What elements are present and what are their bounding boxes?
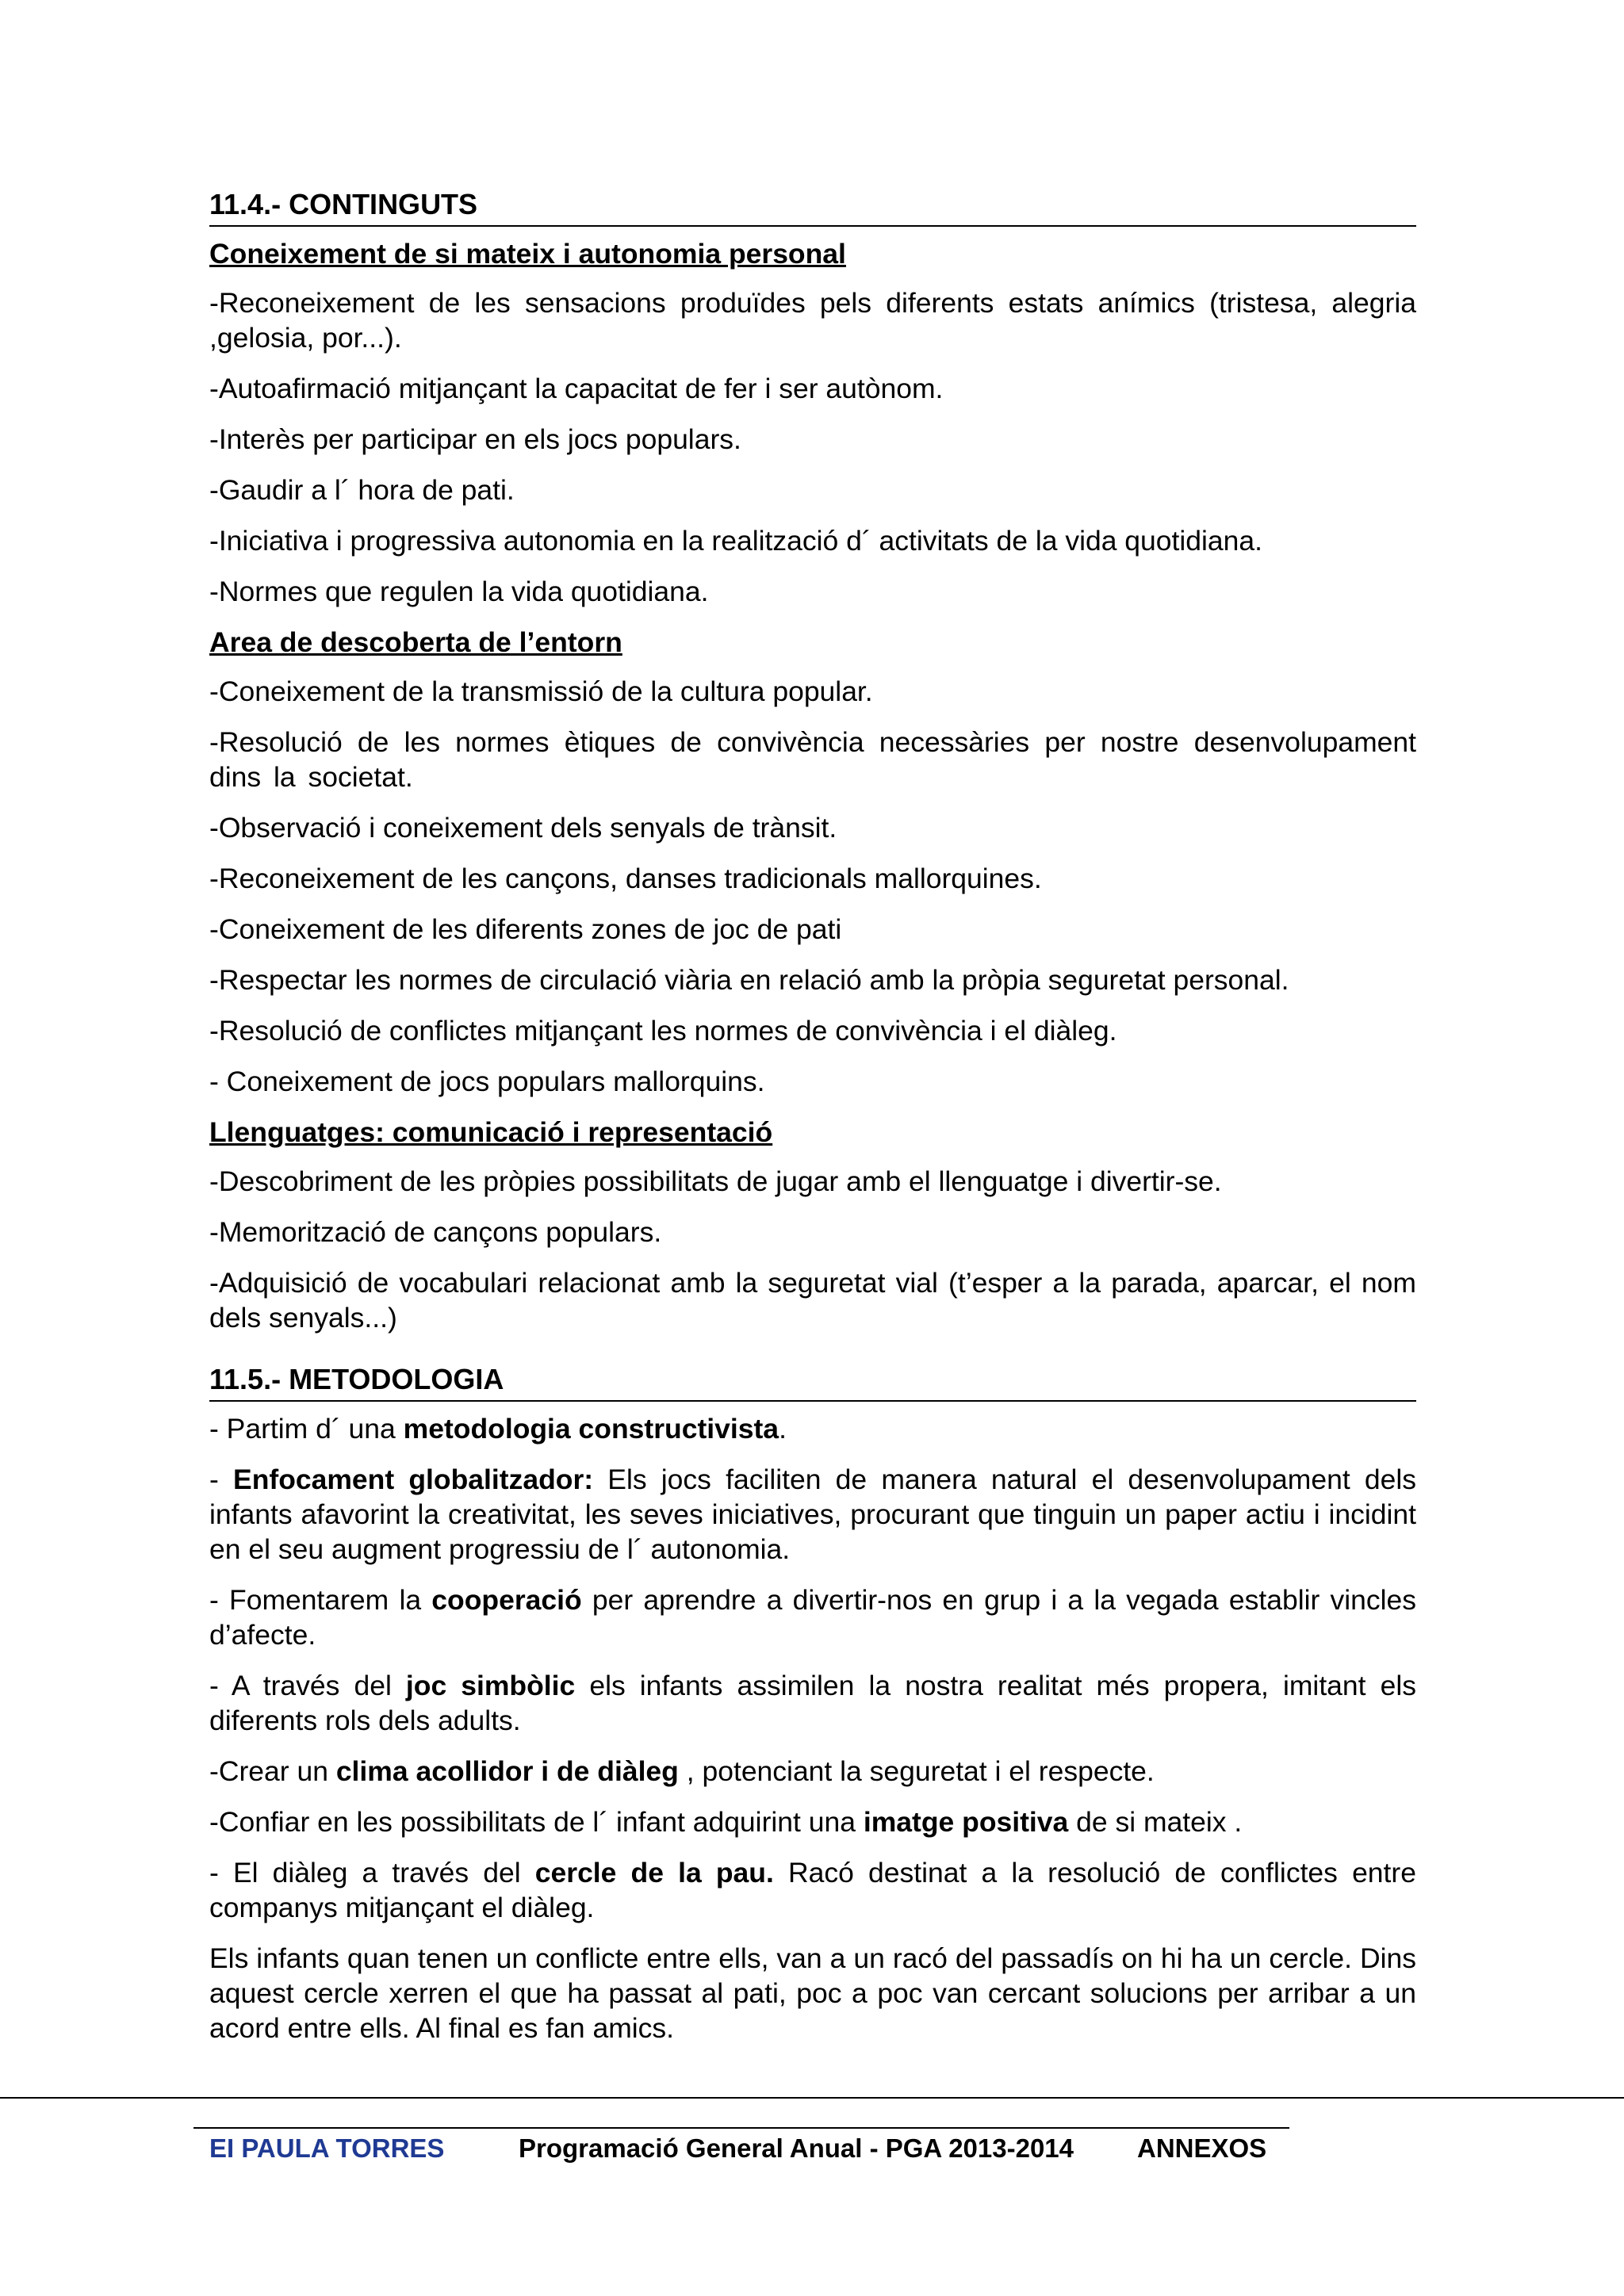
list-item: -Respectar les normes de circulació viària en relació amb la pròpia seguretat personal. xyxy=(209,964,1289,996)
footer-programme: Programació General Anual - PGA 2013-2014 xyxy=(519,2133,1074,2163)
list-item: -Reconeixement de les cançons, danses tradicionals mallorquines. xyxy=(209,863,1042,894)
method-paragraph: Els infants quan tenen un conflicte entre ells, van a un racó del passadís on hi ha un cercle. Dins aquest cercle xerren el que ha passat al pati, poc a poc van cercant solucions per arribar a un acord entre ells. Al final es fan amics. xyxy=(209,1942,1416,2044)
method-paragraph: - A través del joc simbòlic els infants assimilen la nostra realitat més propera, imitant els diferents rols dels adults. xyxy=(209,1670,1416,1736)
method-paragraph: - Enfocament globalitzador: Els jocs faciliten de manera natural el desenvolupament dels infants afavorint la creativitat, les seves iniciatives, procurant que tinguin un paper actiu i incidint en el seu augment progressiu de l´ autonomia. xyxy=(209,1464,1416,1565)
footer-rule xyxy=(193,2127,1289,2129)
subheading-llenguatges: Llenguatges: comunicació i representació xyxy=(209,1116,773,1148)
list-item: -Iniciativa i progressiva autonomia en la realització d´ activitats de la vida quotidiana. xyxy=(209,525,1263,557)
list-item: -Reconeixement de les sensacions produïdes pels diferents estats anímics (tristesa, alegria ,gelosia, por...). xyxy=(209,287,1416,354)
list-item: -Memorització de cançons populars. xyxy=(209,1216,662,1248)
method-paragraph: - Fomentarem la cooperació per aprendre a divertir-nos en grup i a la vegada establir vincles d’afecte. xyxy=(209,1584,1416,1651)
list-item: -Interès per participar en els jocs populars. xyxy=(209,423,741,455)
page-footer xyxy=(0,2131,1624,2166)
page-divider xyxy=(0,2097,1624,2099)
section-heading-metodologia: 11.5.- METODOLOGIA xyxy=(209,1362,1416,1402)
list-item: -Observació i coneixement dels senyals de trànsit. xyxy=(209,812,837,844)
method-paragraph: - El diàleg a través del cercle de la pau. Racó destinat a la resolució de conflictes entre companys mitjançant el diàleg. xyxy=(209,1857,1416,1923)
document-body xyxy=(209,187,1416,2061)
list-item: -Resolució de conflictes mitjançant les normes de convivència i el diàleg. xyxy=(209,1015,1117,1047)
list-item: -Autoafirmació mitjançant la capacitat de fer i ser autònom. xyxy=(209,373,944,404)
list-item: -Normes que regulen la vida quotidiana. xyxy=(209,576,709,607)
footer-annex: ANNEXOS xyxy=(1137,2133,1267,2163)
subheading-autonomia: Coneixement de si mateix i autonomia personal xyxy=(209,238,846,270)
list-item: - Coneixement de jocs populars mallorquins. xyxy=(209,1066,765,1097)
method-paragraph: - Partim d´ una metodologia constructivista. xyxy=(209,1413,787,1445)
method-paragraph: -Confiar en les possibilitats de l´ infant adquirint una imatge positiva de si mateix . xyxy=(209,1806,1243,1838)
list-item: -Gaudir a l´ hora de pati. xyxy=(209,474,515,506)
subheading-entorn: Area de descoberta de l’entorn xyxy=(209,626,622,658)
list-item: -Coneixement de la transmissió de la cultura popular. xyxy=(209,675,873,707)
list-item: -Coneixement de les diferents zones de joc de pati xyxy=(209,913,842,945)
list-item: -Adquisició de vocabulari relacionat amb la seguretat vial (t’esper a la parada, aparcar, el nom dels senyals...) xyxy=(209,1267,1416,1334)
section-heading-continguts: 11.4.- CONTINGUTS xyxy=(209,187,1416,227)
footer-school: EI PAULA TORRES xyxy=(209,2133,445,2163)
list-item: -Resolució de les normes ètiques de convivència necessàries per nostre desenvolupament dins la societat. xyxy=(209,726,1416,793)
method-paragraph: -Crear un clima acollidor i de diàleg , potenciant la seguretat i el respecte. xyxy=(209,1755,1155,1787)
list-item: -Descobriment de les pròpies possibilitats de jugar amb el llenguatge i divertir-se. xyxy=(209,1165,1222,1197)
